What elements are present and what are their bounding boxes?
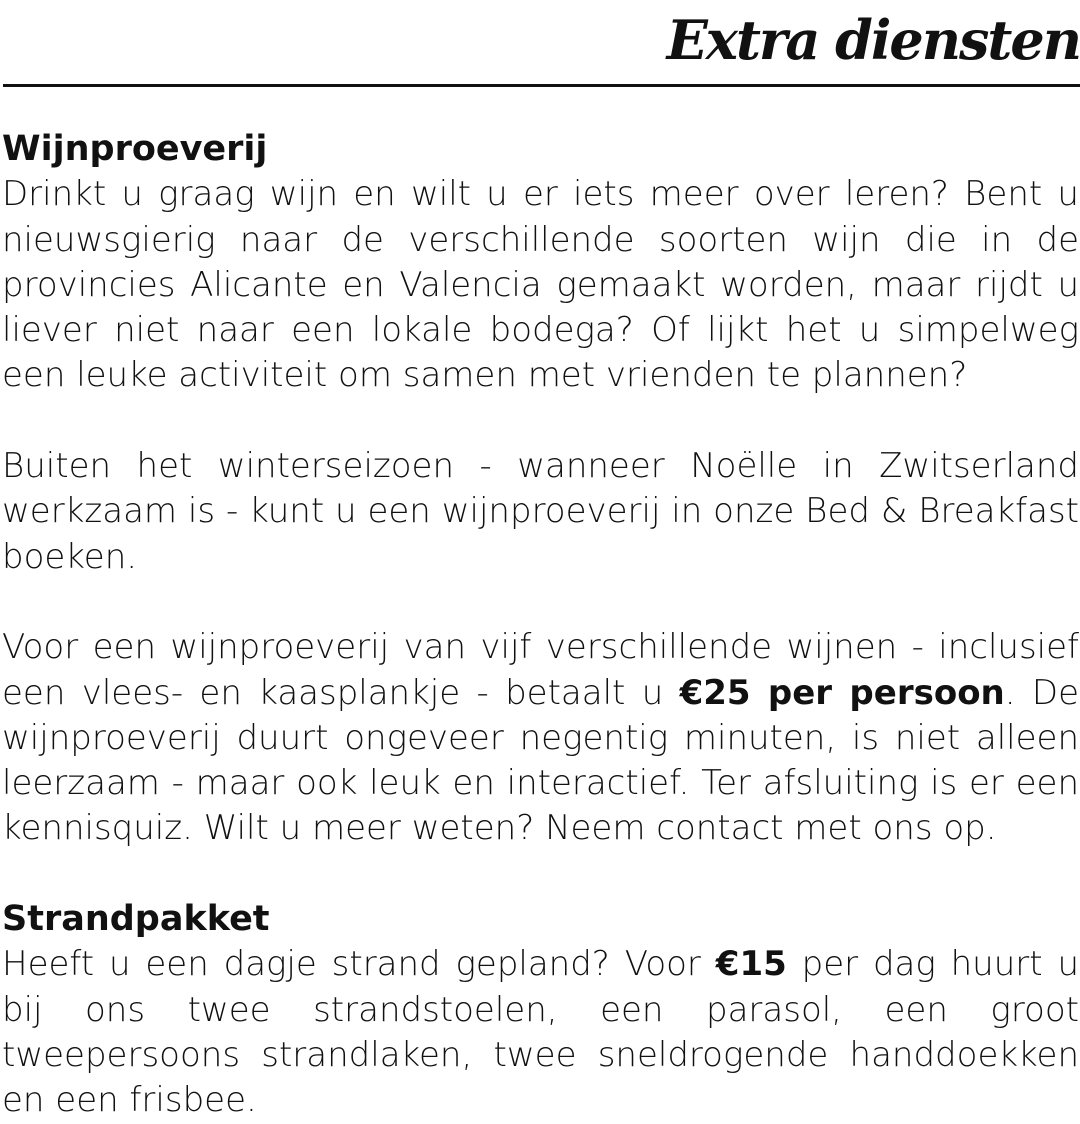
section-wijnproeverij xyxy=(2,127,1079,852)
beach-text-before: Heeft u een dagje strand gepland? Voor xyxy=(2,944,716,985)
price-text-before: Voor een wijnproeverij van vijf verschillende wijnen - inclusief een vlees- en kaasplankje - betaalt u xyxy=(2,627,1079,713)
section-strandpakket xyxy=(2,897,1079,1123)
wijnproeverij-intro-paragraph: Drinkt u graag wijn en wilt u er iets meer over leren? Bent u nieuwsgierig naar de verschillende soorten wijn die in de provincies Alicante en Valencia gemaakt worden, maar rijdt u liever niet naar een lokale bodega? Of lijkt het u simpelweg een leuke activiteit om samen met vrienden te plannen? xyxy=(2,174,1079,396)
section-heading-strandpakket: Strandpakket xyxy=(2,899,270,940)
beach-text-after: per dag huurt u bij ons twee strandstoelen, een parasol, een groot tweepersoons strandlaken, twee sneldrogende handdoekken en een frisbee. xyxy=(2,944,1079,1121)
wijnproeverij-season-paragraph: Buiten het winterseizoen - wanneer Noëlle in Zwitserland werkzaam is - kunt u een wijnproeverij in onze Bed & Breakfast boeken. xyxy=(2,446,1079,577)
price-text-after: . De wijnproeverij duurt ongeveer negentig minuten, is niet alleen leerzaam - maar ook leuk en interactief. Ter afsluiting is er een kennisquiz. Wilt u meer weten? Neem contact met ons op. xyxy=(2,672,1079,849)
wijnproeverij-price-paragraph xyxy=(2,625,1079,851)
paragraph-spacer xyxy=(2,580,1079,625)
paragraph-spacer xyxy=(2,399,1079,444)
beach-package-price: €15 xyxy=(715,944,787,985)
title-divider xyxy=(3,84,1080,87)
section-heading-wijnproeverij: Wijnproeverij xyxy=(2,129,268,169)
page-title: Extra diensten xyxy=(666,8,1080,72)
section-spacer xyxy=(2,852,1079,897)
content xyxy=(2,127,1079,1124)
strandpakket-paragraph xyxy=(2,942,1079,1123)
wine-tasting-price: €25 per persoon xyxy=(679,672,1005,713)
